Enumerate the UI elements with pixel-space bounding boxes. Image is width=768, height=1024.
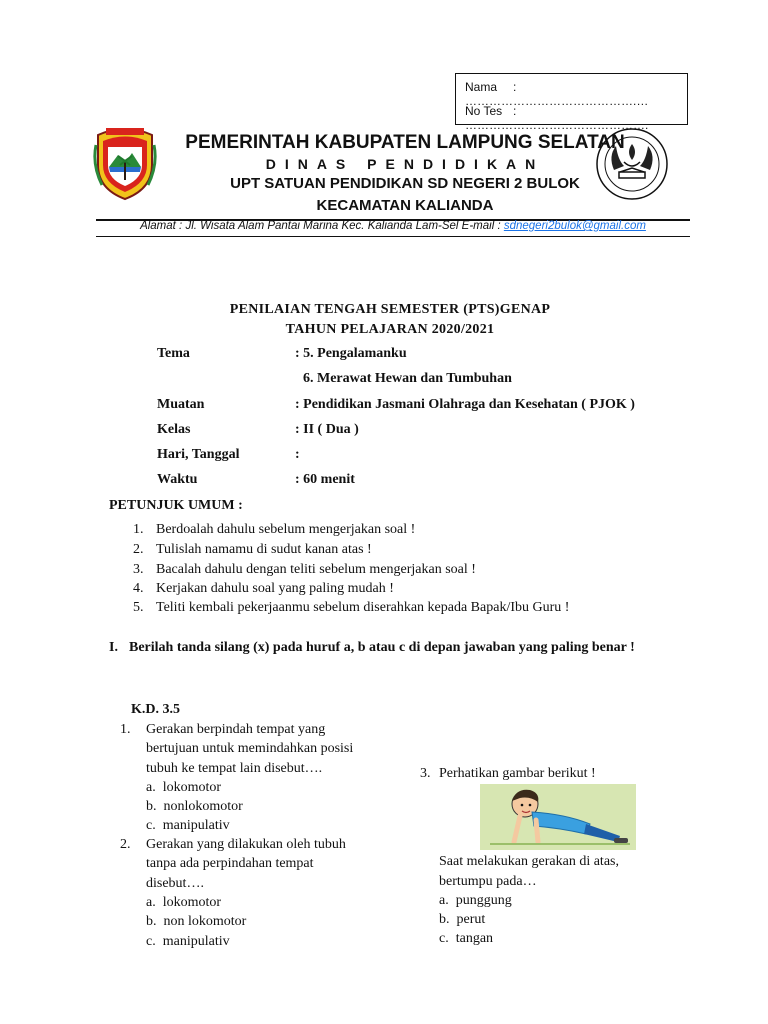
notes-label: No Tes: [465, 104, 503, 118]
option-a[interactable]: [146, 780, 221, 796]
option-a[interactable]: [439, 893, 512, 909]
petunjuk-item: Kerjakan dahulu soal yang paling mudah !: [156, 581, 394, 596]
question-text-line: bertujuan untuk memindahkan posisi: [146, 741, 354, 756]
section-instruction: Berilah tanda silang (x) pada huruf a, b atau c di depan jawaban yang paling benar !: [129, 640, 635, 655]
petunjuk-num-2: 2.: [133, 542, 144, 557]
push-up-boy-drawing: [480, 784, 636, 850]
question-text-line: tubuh ke tempat lain disebut….: [146, 761, 323, 776]
petunjuk-heading: PETUNJUK UMUM :: [109, 498, 243, 513]
option-letter: a.: [439, 893, 449, 908]
question-text-line: bertumpu pada…: [439, 874, 537, 889]
option-b[interactable]: [146, 914, 246, 930]
question-number: 1.: [120, 722, 131, 737]
petunjuk-item: Tulislah namamu di sudut kanan atas !: [156, 542, 372, 557]
option-c[interactable]: [439, 931, 493, 947]
question-number: 3.: [420, 766, 431, 781]
question-text-line: Gerakan yang dilakukan oleh tubuh: [146, 837, 346, 852]
option-letter: c.: [146, 818, 156, 833]
hari-value: :: [295, 447, 300, 462]
header-upt: UPT SATUAN PENDIDIKAN SD NEGERI 2 BULOK: [230, 175, 580, 192]
option-text: nonlokomotor: [163, 799, 243, 814]
option-text: manipulativ: [162, 818, 230, 833]
push-up-illustration: [480, 784, 636, 850]
tema-value-2: 6. Merawat Hewan dan Tumbuhan: [303, 371, 512, 386]
address-line: [96, 220, 690, 232]
option-letter: c.: [146, 934, 156, 949]
kelas-label: Kelas: [157, 422, 191, 437]
petunjuk-item: Berdoalah dahulu sebelum mengerjakan soal !: [156, 522, 416, 537]
petunjuk-item: Teliti kembali pekerjaanmu sebelum diserahkan kepada Bapak/Ibu Guru !: [156, 600, 570, 615]
nama-field[interactable]: : …………………………………….…: [465, 80, 649, 108]
petunjuk-num-4: 4.: [133, 581, 144, 596]
option-text: tangan: [455, 931, 494, 946]
petunjuk-num-5: 5.: [133, 600, 144, 615]
option-c[interactable]: [146, 934, 230, 950]
option-letter: c.: [439, 931, 449, 946]
question-number: 2.: [120, 837, 131, 852]
question-text-line: Perhatikan gambar berikut !: [439, 766, 596, 781]
question-text-line: disebut….: [146, 876, 204, 891]
lampung-selatan-logo: [92, 125, 158, 201]
option-letter: a.: [146, 895, 156, 910]
option-text: non lokomotor: [163, 914, 247, 929]
option-b[interactable]: [146, 799, 243, 815]
question-text-line: Gerakan berpindah tempat yang: [146, 722, 326, 737]
option-text: lokomotor: [162, 780, 222, 795]
name-box: [455, 73, 688, 132]
tema-label: Tema: [157, 346, 190, 361]
option-text: manipulativ: [162, 934, 230, 949]
option-a[interactable]: [146, 895, 221, 911]
exam-title: PENILAIAN TENGAH SEMESTER (PTS)GENAP: [229, 302, 551, 317]
question-text-line: Saat melakukan gerakan di atas,: [439, 854, 619, 869]
section-numeral: I.: [109, 640, 118, 655]
petunjuk-num-3: 3.: [133, 562, 144, 577]
option-b[interactable]: [439, 912, 485, 928]
hari-label: Hari, Tanggal: [157, 447, 240, 462]
option-letter: b.: [439, 912, 450, 927]
header-kecamatan: KECAMATAN KALIANDA: [316, 197, 494, 214]
header-rule-thin: [96, 236, 690, 237]
option-letter: b.: [146, 914, 157, 929]
option-text: lokomotor: [162, 895, 222, 910]
petunjuk-num-1: 1.: [133, 522, 144, 537]
email-link[interactable]: sdnegeri2bulok@gmail.com: [503, 220, 646, 232]
waktu-value: : 60 menit: [295, 472, 355, 487]
muatan-value: : Pendidikan Jasmani Olahraga dan Kesehatan ( PJOK ): [295, 397, 635, 412]
header-pemerintah: PEMERINTAH KABUPATEN LAMPUNG SELATAN: [185, 132, 625, 153]
address-text: Alamat : Jl. Wisata Alam Pantai Marina Kec. Kalianda Lam-Sel E-mail :: [140, 220, 504, 232]
waktu-label: Waktu: [157, 472, 198, 487]
exam-year: TAHUN PELAJARAN 2020/2021: [285, 322, 495, 337]
option-letter: a.: [146, 780, 156, 795]
tema-value: : 5. Pengalamanku: [295, 346, 407, 361]
option-text: punggung: [455, 893, 512, 908]
question-text-line: tanpa ada perpindahan tempat: [146, 856, 314, 871]
option-text: perut: [456, 912, 486, 927]
notes-field[interactable]: : ……………………………………….: [465, 104, 649, 132]
header-dinas: DINAS PENDIDIKAN: [265, 156, 545, 172]
nama-label: Nama: [465, 80, 498, 94]
option-letter: b.: [146, 799, 157, 814]
muatan-label: Muatan: [157, 397, 205, 412]
option-c[interactable]: [146, 818, 230, 834]
kd-label: K.D. 3.5: [131, 702, 180, 717]
petunjuk-item: Bacalah dahulu dengan teliti sebelum mengerjakan soal !: [156, 562, 476, 577]
kelas-value: : II ( Dua ): [295, 422, 359, 437]
